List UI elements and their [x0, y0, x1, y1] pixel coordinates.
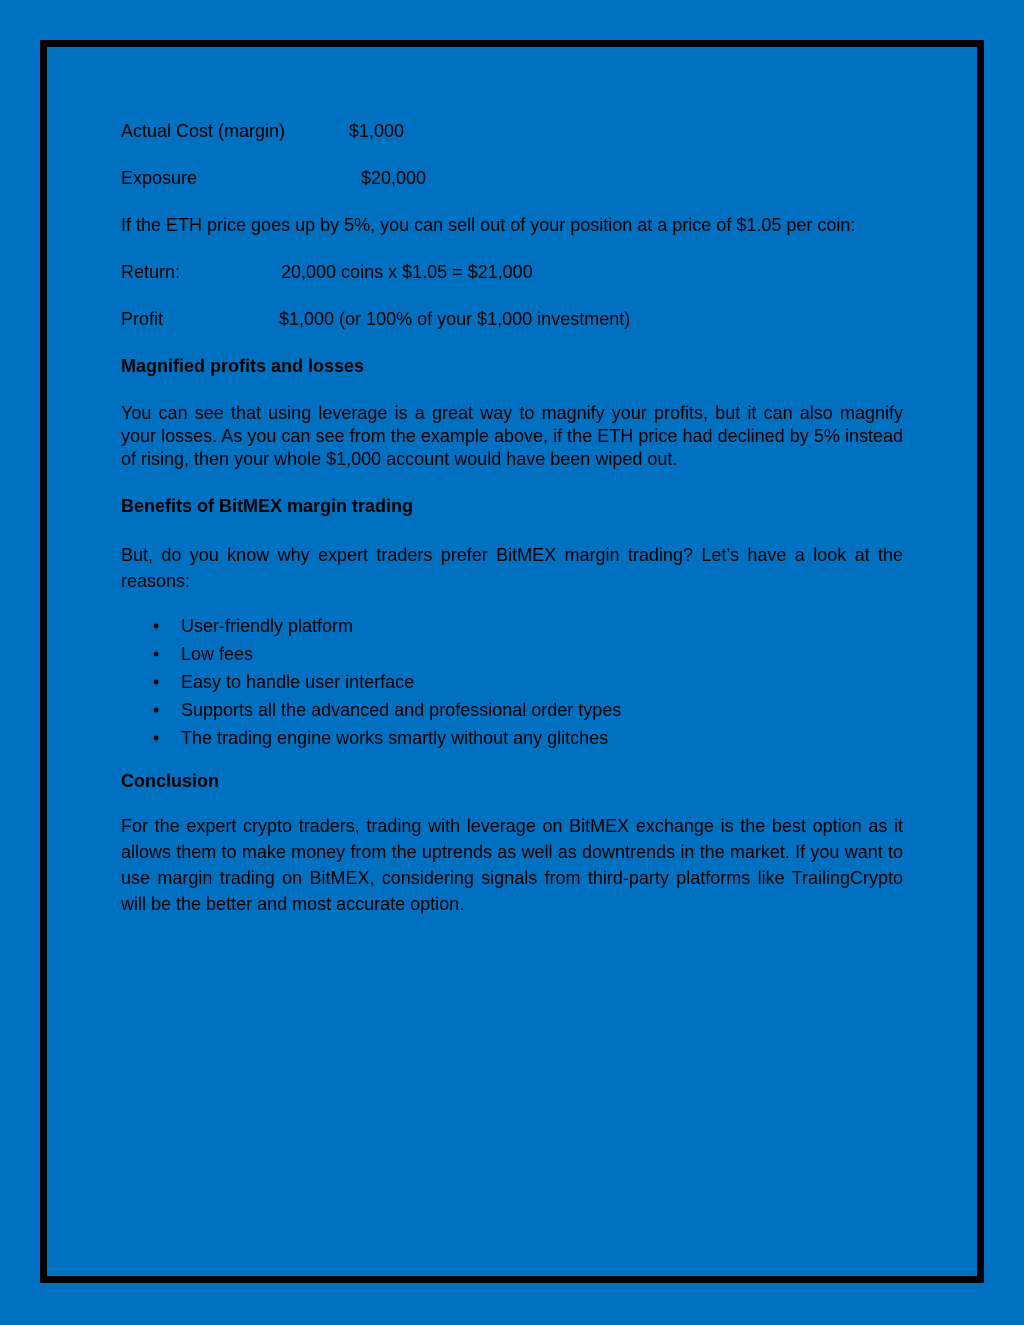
bullet-icon: •: [153, 644, 160, 664]
exposure-row: [121, 167, 903, 190]
conclusion-heading: Conclusion: [121, 771, 219, 791]
list-item: [121, 612, 903, 640]
bullet-icon: •: [153, 700, 160, 720]
list-item-text: Supports all the advanced and professional order types: [181, 700, 622, 720]
benefits-paragraph: But, do you know why expert traders prefer BitMEX margin trading? Let’s have a look at the reasons:: [121, 545, 903, 591]
bullet-icon: •: [153, 672, 160, 692]
conclusion-paragraph: For the expert crypto traders, trading with leverage on BitMEX exchange is the best option as it allows them to make money from the uptrends as well as downtrends in the market. If you want to use margin trading on BitMEX, considering signals from third-party platforms like TrailingCrypto will be the better and most accurate option.: [121, 816, 903, 914]
list-item: [121, 724, 903, 752]
eth-price-paragraph: If the ETH price goes up by 5%, you can sell out of your position at a price of $1.05 per coin:: [121, 215, 856, 235]
return-value: 20,000 coins x $1.05 = $21,000: [281, 262, 533, 282]
list-item-text: The trading engine works smartly without any glitches: [181, 728, 609, 748]
magnified-paragraph: You can see that using leverage is a great way to magnify your profits, but it can also magnify your losses. As you can see from the example above, if the ETH price had declined by 5% instead of rising, then your whole $1,000 account would have been wiped out.: [121, 403, 903, 469]
profit-row: [121, 308, 903, 331]
list-item-text: Easy to handle user interface: [181, 672, 415, 692]
return-row: [121, 261, 903, 284]
benefits-heading: Benefits of BitMEX margin trading: [121, 496, 414, 516]
exposure-value: $20,000: [361, 168, 427, 188]
list-item-text: User-friendly platform: [181, 616, 354, 636]
profit-value: $1,000 (or 100% of your $1,000 investment): [279, 309, 631, 329]
exposure-label: Exposure: [121, 168, 198, 188]
list-item: [121, 668, 903, 696]
actual-cost-label: Actual Cost (margin): [121, 121, 286, 141]
actual-cost-value: $1,000: [349, 121, 405, 141]
list-item: [121, 640, 903, 668]
list-item: [121, 696, 903, 724]
bullet-icon: •: [153, 616, 160, 636]
return-label: Return:: [121, 262, 181, 282]
magnified-heading: Magnified profits and losses: [121, 356, 365, 376]
profit-label: Profit: [121, 309, 164, 329]
actual-cost-row: [121, 120, 903, 143]
bullet-icon: •: [153, 728, 160, 748]
list-item-text: Low fees: [181, 644, 254, 664]
benefits-list: [121, 612, 903, 752]
document-body: [121, 120, 903, 941]
